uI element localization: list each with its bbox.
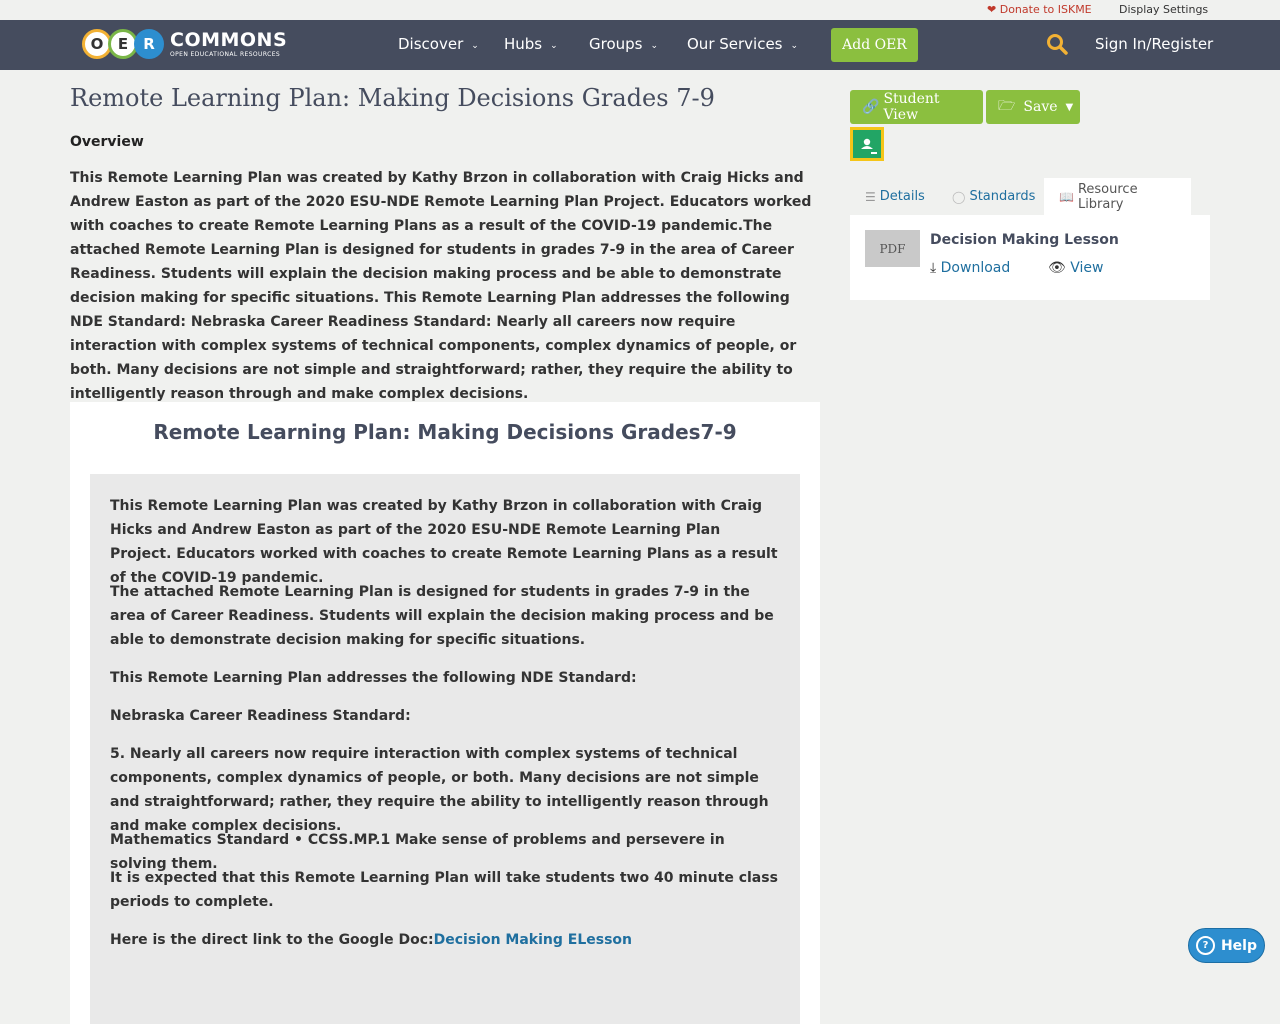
tab-resource-library-label: Resource Library (1077, 181, 1138, 212)
save-button[interactable] (986, 90, 1080, 124)
google-doc-prefix: Here is the direct link to the Google Doc: (110, 932, 434, 948)
download-label: Download (940, 260, 1011, 276)
chevron-down-icon: ⌄ (550, 41, 558, 51)
content-heading: Remote Learning Plan: Making Decisions Grades7-9 (153, 420, 737, 444)
content-paragraph: This Remote Learning Plan was created by Kathy Brzon in collaboration with Craig Hicks and Andrew Easton as part of the 2020 ESU-NDE Remote Learning Plan Project. Educators worked with coaches to create Remote Learning Plans as a result of the COVID-19 pandemic. (110, 498, 778, 586)
student-view-button[interactable] (850, 90, 983, 124)
resource-library-panel (850, 215, 1210, 300)
pdf-thumbnail[interactable]: PDF (865, 230, 920, 267)
circle-icon: ◯ (952, 189, 966, 204)
nav-our-services[interactable] (687, 35, 798, 53)
student-view-label: Student View (883, 91, 940, 123)
logo-letter-e: E (108, 29, 138, 59)
download-icon: ⤓ (930, 260, 937, 276)
nav-groups-label: Groups (589, 35, 643, 53)
content-paragraph: 5. Nearly all careers now require interaction with complex systems of technical components, complex dynamics of people, or both. Many decisions are not simple and straightforward; rather, they require the ability to intelligently reason through and make complex decisions. (110, 746, 769, 834)
eye-icon: 👁 (1048, 260, 1066, 276)
link-icon: 🔗 (862, 99, 880, 115)
content-paragraph: Mathematics Standard • CCSS.MP.1 Make sense of problems and persevere in solving them. (110, 832, 725, 872)
resource-content-box (70, 402, 820, 1024)
logo-letter-r: R (134, 29, 164, 59)
top-utility-bar (0, 0, 1280, 20)
caret-down-icon: ▼ (1065, 101, 1074, 113)
content-paragraph: This Remote Learning Plan addresses the following NDE Standard: (110, 670, 637, 686)
resource-tabs (850, 178, 1210, 215)
sign-in-register-link[interactable]: Sign In/Register (1095, 35, 1214, 53)
tab-standards-label: Standards (969, 189, 1036, 204)
logo-wordmark (170, 28, 288, 58)
search-icon[interactable] (1046, 33, 1068, 55)
resource-title: Decision Making Lesson (930, 232, 1119, 248)
tab-standards[interactable] (952, 178, 1035, 215)
view-label: View (1070, 260, 1104, 276)
overview-text: This Remote Learning Plan was created by Kathy Brzon in collaboration with Craig Hicks and Andrew Easton as part of the 2020 ESU-NDE Remote Learning Plan Project. Educators worked with coaches to create Remote Learning Plans as a result of the COVID-19 pandemic.The attached Remote Learning Plan is designed for students in grades 7-9 in the area of Career Readiness. Students will explain the decision making process and be able to demonstrate decision making for specific situations. This Remote Learning Plan addresses the following NDE Standard: Nebraska Career Readiness Standard: Nearly all careers now require interaction with complex systems of technical components, complex dynamics of people, or both. Many decisions are not simple and straightforward; rather, they require the ability to intelligently reason through and make complex decisions. (70, 170, 812, 402)
display-settings-link[interactable]: Display Settings (1119, 3, 1209, 16)
list-icon: ☰ (865, 189, 876, 204)
tab-details-label: Details (879, 189, 925, 204)
nav-hubs[interactable] (504, 35, 558, 53)
chevron-down-icon: ⌄ (650, 41, 659, 51)
content-paragraph: Nebraska Career Readiness Standard: (110, 708, 411, 724)
nav-groups[interactable] (589, 35, 658, 53)
nav-discover-label: Discover (398, 35, 464, 53)
chevron-down-icon: ⌄ (790, 41, 799, 51)
logo-letter-o: O (82, 29, 112, 59)
google-doc-line (110, 928, 782, 952)
help-label: Help (1220, 937, 1258, 954)
heart-icon: ❤ (987, 3, 997, 16)
nav-our-services-label: Our Services (687, 35, 783, 53)
google-doc-link[interactable]: Decision Making ELesson (433, 932, 633, 948)
nav-discover[interactable] (398, 35, 479, 53)
folder-open-icon: 🗁 (998, 98, 1016, 114)
download-link[interactable] (930, 260, 1010, 276)
tab-resource-library[interactable] (1044, 178, 1191, 215)
oer-commons-logo[interactable] (82, 26, 287, 62)
content-paragraph: It is expected that this Remote Learning Plan will take students two 40 minute class periods to complete. (110, 870, 778, 910)
content-paragraph: The attached Remote Learning Plan is designed for students in grades 7-9 in the area of Career Readiness. Students will explain the decision making process and be able to demonstrate decision making for specific situations. (110, 584, 774, 648)
view-link[interactable] (1048, 260, 1103, 276)
save-label: Save (1023, 99, 1058, 115)
question-icon: ? (1196, 936, 1215, 955)
google-classroom-icon (853, 130, 881, 158)
add-oer-button[interactable]: Add OER (831, 28, 918, 62)
chevron-down-icon: ⌄ (471, 41, 479, 51)
tab-details[interactable] (865, 178, 925, 215)
donate-link[interactable] (987, 3, 1092, 16)
logo-name: COMMONS (170, 28, 288, 51)
main-navbar (0, 20, 1280, 70)
help-button[interactable] (1188, 928, 1265, 963)
donate-label: Donate to ISKME (999, 3, 1092, 16)
overview-heading: Overview (70, 134, 144, 150)
page-title: Remote Learning Plan: Making Decisions Grades 7-9 (70, 84, 715, 112)
google-classroom-share-button[interactable] (850, 127, 884, 161)
book-icon: 📖 (1059, 189, 1074, 204)
nav-hubs-label: Hubs (504, 35, 543, 53)
content-body (90, 474, 800, 1024)
logo-tagline: OPEN EDUCATIONAL RESOURCES (170, 50, 281, 58)
